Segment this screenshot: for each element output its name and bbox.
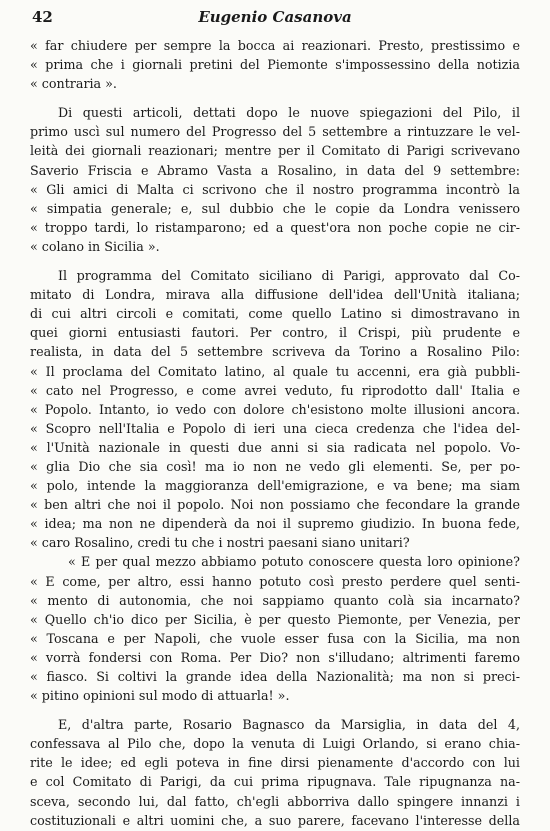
text-line: « idea; ma non ne dipenderà da noi il supremo giudizio. In buona fede, [30, 516, 520, 532]
text-line: « Gli amici di Malta ci scrivono che il nostro programma incontrò la [30, 181, 520, 197]
text-line: quei giorni entusiasti fautori. Per contro, il Crispi, più prudente e [30, 325, 520, 341]
text-line: « polo, intende la maggioranza dell'emigrazione, e va bene; ma siam [30, 478, 520, 494]
text-line: di cui altri circoli e comitati, come quello Latino si dimostravano in [30, 306, 520, 322]
paragraph-gap [30, 705, 520, 715]
text-line: « glia Dio che sia così! ma io non ne vedo gli elementi. Se, per po- [30, 458, 520, 474]
text-line: primo uscì sul numero del Progresso del 5 settembre a rintuzzare le vel- [30, 124, 520, 140]
text-line: Saverio Friscia e Abramo Vasta a Rosalino, in data del 9 settembre: [30, 162, 520, 178]
text-line: « Toscana e per Napoli, che vuole esser fusa con la Sicilia, ma non [30, 630, 520, 646]
body-text [30, 36, 520, 830]
text-line: mitato di Londra, mirava alla diffusione dell'idea dell'Unità italiana; [30, 287, 520, 303]
text-line: « Scopro nell'Italia e Popolo di ieri una cieca credenza che l'idea del- [30, 420, 520, 436]
text-line: « troppo tardi, lo ristamparono; ed a quest'ora non poche copie ne cir- [30, 219, 520, 235]
text-line: « contraria ». [30, 76, 117, 92]
text-line: « ben altri che noi il popolo. Noi non possiamo che fecondare la grande [30, 497, 520, 513]
text-line: « E come, per altro, essi hanno potuto così presto perdere quel senti- [30, 573, 520, 589]
text-line: « far chiudere per sempre la bocca ai reazionari. Presto, prestissimo e [30, 38, 520, 53]
page-header [30, 4, 520, 30]
paragraph-gap [30, 93, 520, 103]
text-line: « pitino opinioni sul modo di attuarla! ». [30, 688, 290, 704]
text-line: « Popolo. Intanto, io vedo con dolore ch'esistono molte illusioni ancora. [30, 401, 520, 417]
page-number: 42 [32, 8, 53, 26]
text-line: e col Comitato di Parigi, da cui prima ripugnava. Tale ripugnanza na- [30, 774, 520, 790]
text-line: « E per qual mezzo abbiamo potuto conoscere questa loro opinione? [68, 554, 520, 570]
text-line: E, d'altra parte, Rosario Bagnasco da Marsiglia, in data del 4, [58, 717, 520, 733]
paragraph-gap [30, 256, 520, 266]
text-line: « caro Rosalino, credi tu che i nostri paesani siano unitari? [30, 535, 410, 551]
text-line: sceva, secondo lui, dal fatto, ch'egli abborriva dallo spingere innanzi i [30, 793, 520, 809]
text-line: costituzionali e altri uomini che, a suo parere, facevano l'interesse della [30, 812, 520, 828]
text-line: « Il proclama del Comitato latino, al quale tu accenni, era già pubbli- [30, 363, 520, 379]
text-line: Di questi articoli, dettati dopo le nuove spiegazioni del Pilo, il [58, 105, 520, 121]
running-title: Eugenio Casanova [198, 8, 352, 26]
text-line: « simpatia generale; e, sul dubbio che le copie da Londra venissero [30, 200, 520, 216]
text-line: « Quello ch'io dico per Sicilia, è per questo Piemonte, per Venezia, per [30, 611, 520, 627]
text-line: leità dei giornali reazionari; mentre per il Comitato di Parigi scrivevano [30, 143, 520, 159]
text-line: realista, in data del 5 settembre scriveva da Torino a Rosalino Pilo: [30, 344, 520, 360]
text-line: « mento di autonomia, che noi sappiamo quanto colà sia incarnato? [30, 592, 520, 608]
text-line: « fiasco. Si coltivi la grande idea della Nazionalità; ma non si preci- [30, 669, 520, 684]
text-line: « cato nel Progresso, e come avrei veduto, fu riprodotto dall' Italia e [30, 382, 520, 398]
text-line: « l'Unità nazionale in questi due anni si sia radicata nel popolo. Vo- [30, 439, 520, 455]
text-line: « prima che i giornali pretini del Piemonte s'impossessino della notizia [30, 57, 520, 73]
text-line: rite le idee; ed egli poteva in fine dirsi pienamente d'accordo con lui [30, 755, 520, 771]
text-line: « colano in Sicilia ». [30, 238, 160, 254]
text-line: Il programma del Comitato siciliano di Parigi, approvato dal Co- [58, 268, 520, 284]
text-line: « vorrà fondersi con Roma. Per Dio? non s'illudano; altrimenti faremo [30, 649, 520, 665]
text-line: confessava al Pilo che, dopo la venuta di Luigi Orlando, si erano chia- [30, 736, 520, 752]
